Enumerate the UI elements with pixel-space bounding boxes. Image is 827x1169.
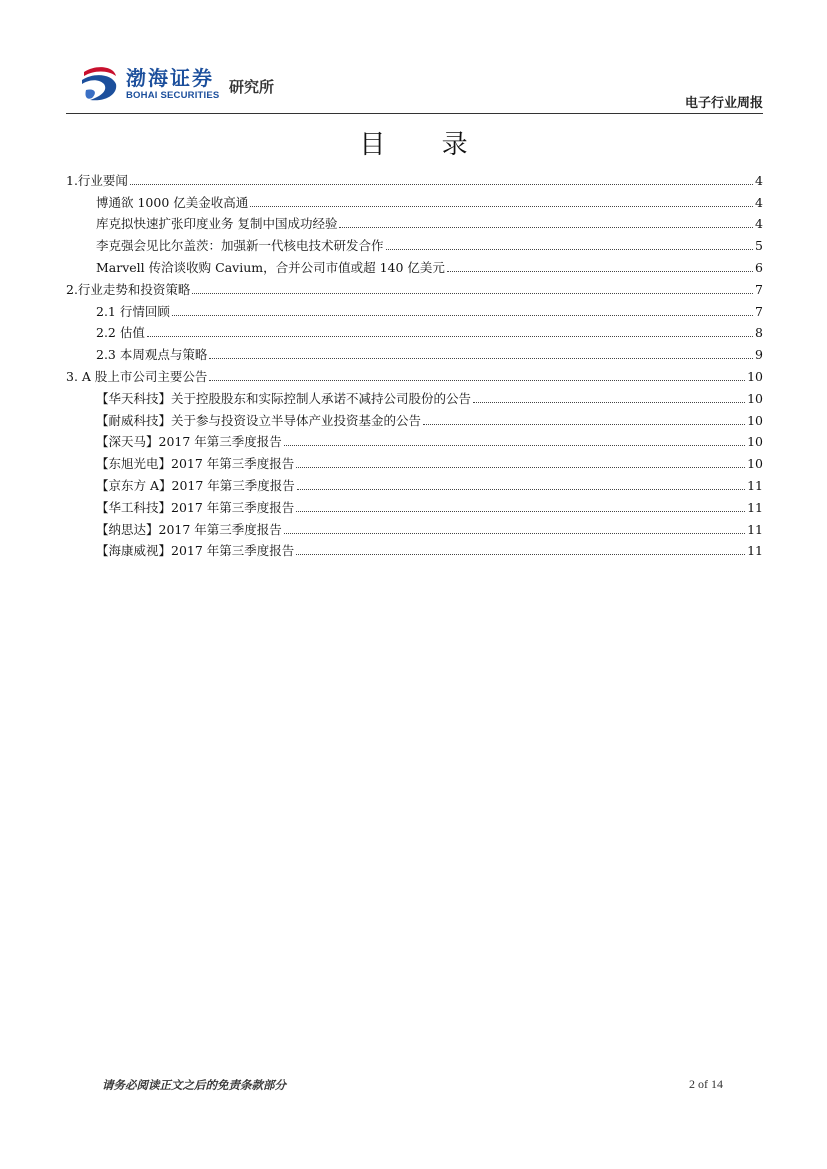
- toc-entry-title: 李克强会见比尔盖茨：加强新一代核电技术研发合作: [96, 238, 384, 254]
- toc-entry[interactable]: [66, 407, 763, 429]
- toc-entry-page: 10: [747, 434, 763, 450]
- toc-entry-title: 【海康威视】2017 年第三季度报告: [96, 543, 295, 559]
- toc-entry-page: 4: [755, 172, 763, 188]
- bohai-logo-icon: [78, 62, 122, 106]
- toc-leader-dots: [296, 553, 745, 555]
- toc-entry-title: 【京东方 A】2017 年第三季度报告: [96, 477, 295, 493]
- toc-leader-dots: [284, 532, 745, 534]
- toc-leader-dots: [192, 292, 753, 294]
- toc-leader-dots: [250, 205, 753, 207]
- toc-leader-dots: [473, 401, 745, 403]
- toc-leader-dots: [386, 248, 754, 250]
- toc-entry-title: Marvell 传洽谈收购 Cavium，合并公司市值或超 140 亿美元: [96, 259, 445, 275]
- toc-entry-page: 6: [755, 259, 763, 275]
- toc-entry[interactable]: [66, 341, 763, 363]
- toc-entry[interactable]: [66, 472, 763, 494]
- page-indicator: 2 of 14: [689, 1077, 723, 1091]
- toc-leader-dots: [172, 314, 753, 316]
- toc-entry-page: 10: [747, 390, 763, 406]
- toc-entry-page: 10: [747, 412, 763, 428]
- toc-entry-page: 11: [747, 499, 763, 515]
- toc-entry[interactable]: [66, 232, 763, 254]
- header-divider: [66, 113, 763, 114]
- toc-entry-title: 【耐威科技】关于参与投资设立半导体产业投资基金的公告: [96, 412, 422, 428]
- toc-leader-dots: [339, 226, 753, 228]
- toc-entry-page: 4: [755, 216, 763, 232]
- toc-leader-dots: [147, 335, 753, 337]
- toc-entry-title: 1.行业要闻: [66, 172, 128, 188]
- toc-entry-page: 7: [755, 281, 763, 297]
- toc-entry[interactable]: [66, 298, 763, 320]
- institute-label: 研究所: [229, 78, 275, 96]
- toc-entry-page: 10: [747, 368, 763, 384]
- toc-entry-title: 2.1 行情回顾: [96, 303, 170, 319]
- toc-entry-page: 8: [755, 325, 763, 341]
- toc-entry-title: 【深天马】2017 年第三季度报告: [96, 434, 282, 450]
- toc-entry-page: 11: [747, 477, 763, 493]
- toc-entry-page: 11: [747, 521, 763, 537]
- disclaimer-note: 请务必阅读正文之后的免责条款部分: [102, 1078, 286, 1092]
- toc-entry[interactable]: [66, 276, 763, 298]
- toc-entry-title: 2.3 本周观点与策略: [96, 347, 208, 363]
- toc-entry-title: 【东旭光电】2017 年第三季度报告: [96, 456, 295, 472]
- page-header: [66, 60, 763, 114]
- toc-leader-dots: [284, 444, 745, 446]
- toc-entry[interactable]: [66, 429, 763, 451]
- toc-entry-title: 库克拟快速扩张印度业务 复制中国成功经验: [96, 216, 338, 232]
- toc-entry[interactable]: [66, 450, 763, 472]
- toc-entry-title: 【纳思达】2017 年第三季度报告: [96, 521, 282, 537]
- toc-entry-page: 10: [747, 456, 763, 472]
- brand-name-en: BOHAI SECURITIES: [126, 90, 220, 101]
- toc-entry[interactable]: [66, 494, 763, 516]
- toc-entry[interactable]: [66, 538, 763, 560]
- toc-leader-dots: [209, 379, 745, 381]
- toc-entry-title: 博通欲 1000 亿美金收高通: [96, 194, 249, 210]
- toc-entry[interactable]: [66, 254, 763, 276]
- toc-entry-title: 【华天科技】关于控股股东和实际控制人承诺不减持公司股份的公告: [96, 390, 472, 406]
- toc-leader-dots: [296, 466, 745, 468]
- toc-entry[interactable]: [66, 320, 763, 342]
- toc-entry-page: 5: [755, 238, 763, 254]
- toc-entry-page: 11: [747, 543, 763, 559]
- toc-entry-page: 9: [755, 347, 763, 363]
- brand-name-cn: 渤海证券: [126, 66, 214, 90]
- toc-entry-title: 2.2 估值: [96, 325, 145, 341]
- toc-leader-dots: [130, 183, 753, 185]
- toc-leader-dots: [447, 270, 753, 272]
- toc-entry[interactable]: [66, 167, 763, 189]
- toc-entry-title: 3. A 股上市公司主要公告: [66, 368, 208, 384]
- toc-entry[interactable]: [66, 385, 763, 407]
- toc-entry[interactable]: [66, 363, 763, 385]
- toc-entry-page: 7: [755, 303, 763, 319]
- toc-leader-dots: [209, 357, 753, 359]
- table-of-contents: [66, 167, 763, 559]
- toc-entry-page: 4: [755, 194, 763, 210]
- toc-entry-title: 【华工科技】2017 年第三季度报告: [96, 499, 295, 515]
- toc-leader-dots: [423, 423, 745, 425]
- toc-entry-title: 2.行业走势和投资策略: [66, 281, 191, 297]
- toc-leader-dots: [297, 488, 745, 490]
- toc-title: 目 录: [359, 130, 492, 160]
- toc-entry[interactable]: [66, 211, 763, 233]
- toc-leader-dots: [296, 510, 745, 512]
- toc-entry[interactable]: [66, 189, 763, 211]
- toc-entry[interactable]: [66, 516, 763, 538]
- report-type: 电子行业周报: [684, 96, 763, 111]
